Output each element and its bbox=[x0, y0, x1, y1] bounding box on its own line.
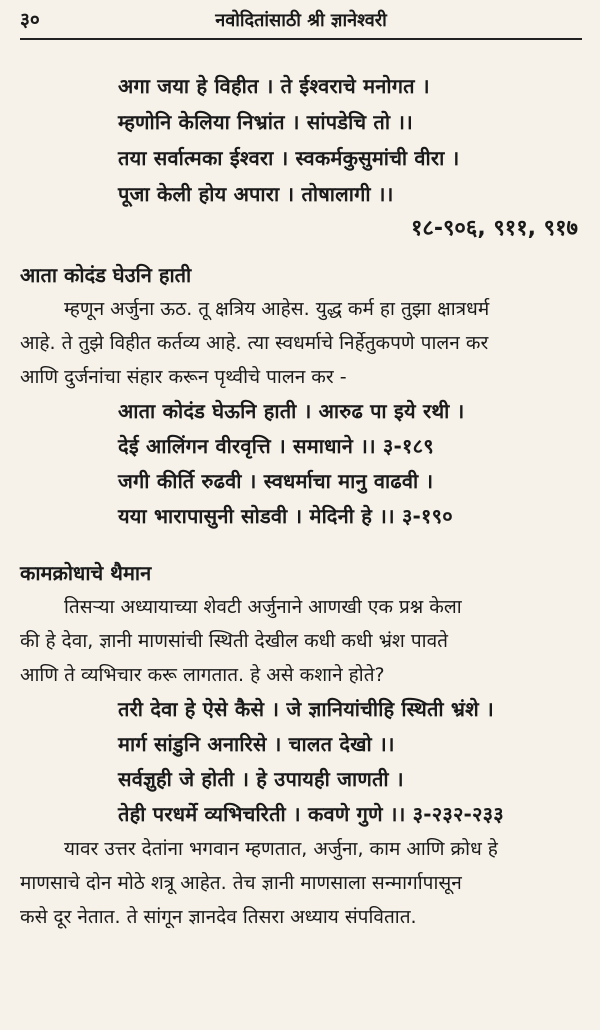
verse-line: पूजा केली होय अपारा । तोषालागी ।। bbox=[118, 182, 394, 206]
page-number: ३० bbox=[20, 9, 40, 31]
verse-line: जगी कीर्ति रुढवी । स्वधर्माचा मानु वाढवी । bbox=[118, 469, 434, 493]
verse-line: मार्ग सांडुनि अनारिसे । चालत देखो ।। bbox=[118, 732, 395, 756]
running-title: नवोदितांसाठी श्री ज्ञानेश्वरी bbox=[215, 10, 387, 31]
prose-line: म्हणून अर्जुना ऊठ. तू क्षत्रिय आहेस. युद्ध कर्म हा तुझा क्षात्रधर्म bbox=[64, 298, 490, 320]
prose-paragraph-3 bbox=[20, 832, 582, 934]
verse-block-3 bbox=[20, 692, 582, 832]
prose-line: आहे. ते तुझे विहीत कर्तव्य आहे. त्या स्वधर्माचे निर्हेतुकपणे पालन कर bbox=[20, 332, 489, 354]
prose-line: माणसाचे दोन मोठे शत्रू आहेत. तेच ज्ञानी माणसाला सन्मार्गापासून bbox=[20, 872, 462, 894]
prose-paragraph-1 bbox=[20, 292, 582, 394]
verse-line: तरी देवा हे ऐसे कैसे । जे ज्ञानियांचीहि स्थिती भ्रंशे । bbox=[118, 697, 494, 721]
verse-line: सर्वज्ञुही जे होती । हे उपायही जाणती । bbox=[118, 767, 404, 791]
verse-block-1 bbox=[20, 68, 582, 246]
page-header bbox=[20, 0, 582, 40]
prose-paragraph-2 bbox=[20, 590, 582, 692]
verse-block-2 bbox=[20, 394, 582, 534]
verse-reference: १८-९०६, ९११, ९१७ bbox=[410, 216, 578, 241]
verse-line: देई आलिंगन वीरवृत्ति । समाधाने ।। ३-१८९ bbox=[118, 434, 434, 458]
verse-line: तया सर्वात्मका ईश्वरा । स्वकर्मकुसुमांची वीरा । bbox=[118, 146, 460, 170]
verse-line: म्हणोनि केलिया निभ्रांत । सांपडेचि तो ।। bbox=[118, 110, 413, 134]
prose-line: आणि ते व्यभिचार करू लागतात. हे असे कशाने होते? bbox=[20, 664, 385, 686]
section-heading-1: आता कोदंड घेउनि हाती bbox=[20, 263, 192, 287]
verse-line: अगा जया हे विहीत । ते ईश्वराचे मनोगत । bbox=[118, 74, 430, 98]
prose-line: आणि दुर्जनांचा संहार करून पृथ्वीचे पालन कर - bbox=[20, 366, 347, 388]
verse-line: आता कोदंड घेऊनि हाती । आरुढ पा इये रथी । bbox=[118, 399, 465, 423]
verse-line: यया भारापासुनी सोडवी । मेदिनी हे ।। ३-१९० bbox=[118, 504, 453, 528]
prose-line: कसे दूर नेतात. ते सांगून ज्ञानदेव तिसरा अध्याय संपवितात. bbox=[20, 906, 417, 928]
verse-line: तेही परधर्मे व्यभिचरिती । कवणे गुणे ।। ३-२३२-२३३ bbox=[118, 802, 504, 826]
prose-line: यावर उत्तर देतांना भगवान म्हणतात, अर्जुना, काम आणि क्रोध हे bbox=[64, 838, 498, 860]
prose-line: तिसऱ्या अध्यायाच्या शेवटी अर्जुनाने आणखी एक प्रश्न केला bbox=[64, 596, 462, 618]
prose-line: की हे देवा, ज्ञानी माणसांची स्थिती देखील कधी कधी भ्रंश पावते bbox=[20, 630, 448, 652]
section-heading-2: कामक्रोधाचे थैमान bbox=[20, 561, 152, 585]
